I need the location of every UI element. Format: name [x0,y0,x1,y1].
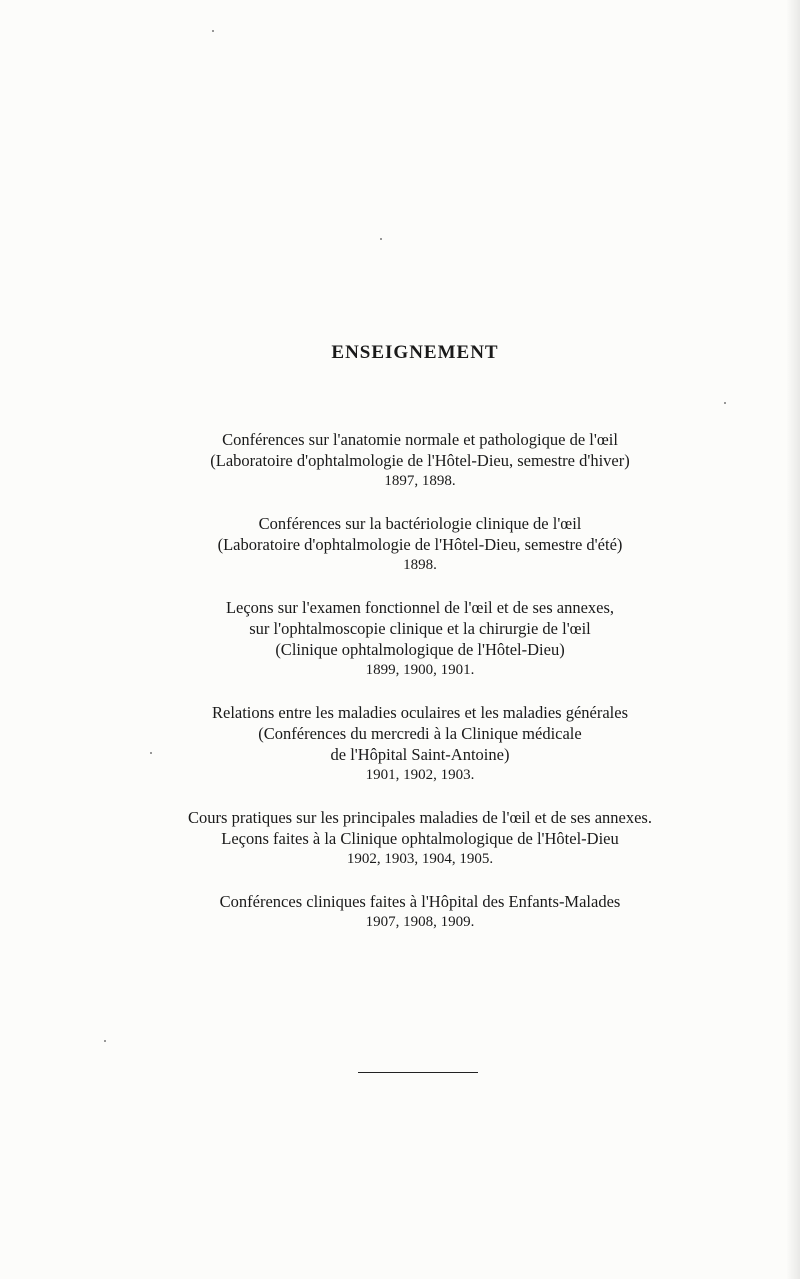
closing-rule [358,1072,478,1073]
entry-line: Conférences sur l'anatomie normale et pathologique de l'œil [222,430,618,449]
entry-line: (Laboratoire d'ophtalmologie de l'Hôtel-Dieu, semestre d'hiver) [210,451,630,470]
teaching-list [0,429,800,954]
entry-years: 1899, 1900, 1901. [365,662,475,678]
entry-line: (Clinique ophtalmologique de l'Hôtel-Dieu) [275,640,565,659]
entry-years: 1902, 1903, 1904, 1905. [346,851,494,867]
entry-line: de l'Hôpital Saint-Antoine) [330,745,510,764]
teaching-entry [0,429,800,492]
entry-years: 1897, 1898. [384,473,456,489]
teaching-entry [0,702,800,786]
entry-line: sur l'ophtalmoscopie clinique et la chirurgie de l'œil [249,619,591,638]
entry-line: Leçons sur l'examen fonctionnel de l'œil et de ses annexes, [225,598,615,617]
entry-line: Conférences sur la bactériologie clinique de l'œil [258,514,582,533]
entry-line: Leçons faites à la Clinique ophtalmologique de l'Hôtel-Dieu [221,829,619,848]
paper-speck [724,402,726,404]
entry-line: Cours pratiques sur les principales maladies de l'œil et de ses annexes. [188,808,652,827]
entry-years: 1907, 1908, 1909. [365,914,475,930]
entry-years: 1901, 1902, 1903. [365,767,475,783]
page-title: ENSEIGNEMENT [331,342,499,363]
teaching-entry [0,513,800,576]
entry-line: Conférences cliniques faites à l'Hôpital des Enfants-Malades [219,892,621,911]
paper-speck [104,1040,106,1042]
teaching-entry [0,597,800,681]
paper-speck [380,238,382,240]
entry-years: 1898. [403,557,437,573]
paper-speck [212,30,214,32]
entry-line: Relations entre les maladies oculaires et les maladies générales [211,703,628,722]
entry-line: (Laboratoire d'ophtalmologie de l'Hôtel-Dieu, semestre d'été) [217,535,623,554]
entry-line: (Conférences du mercredi à la Clinique médicale [258,724,582,743]
teaching-entry [0,891,800,933]
teaching-entry [0,807,800,870]
